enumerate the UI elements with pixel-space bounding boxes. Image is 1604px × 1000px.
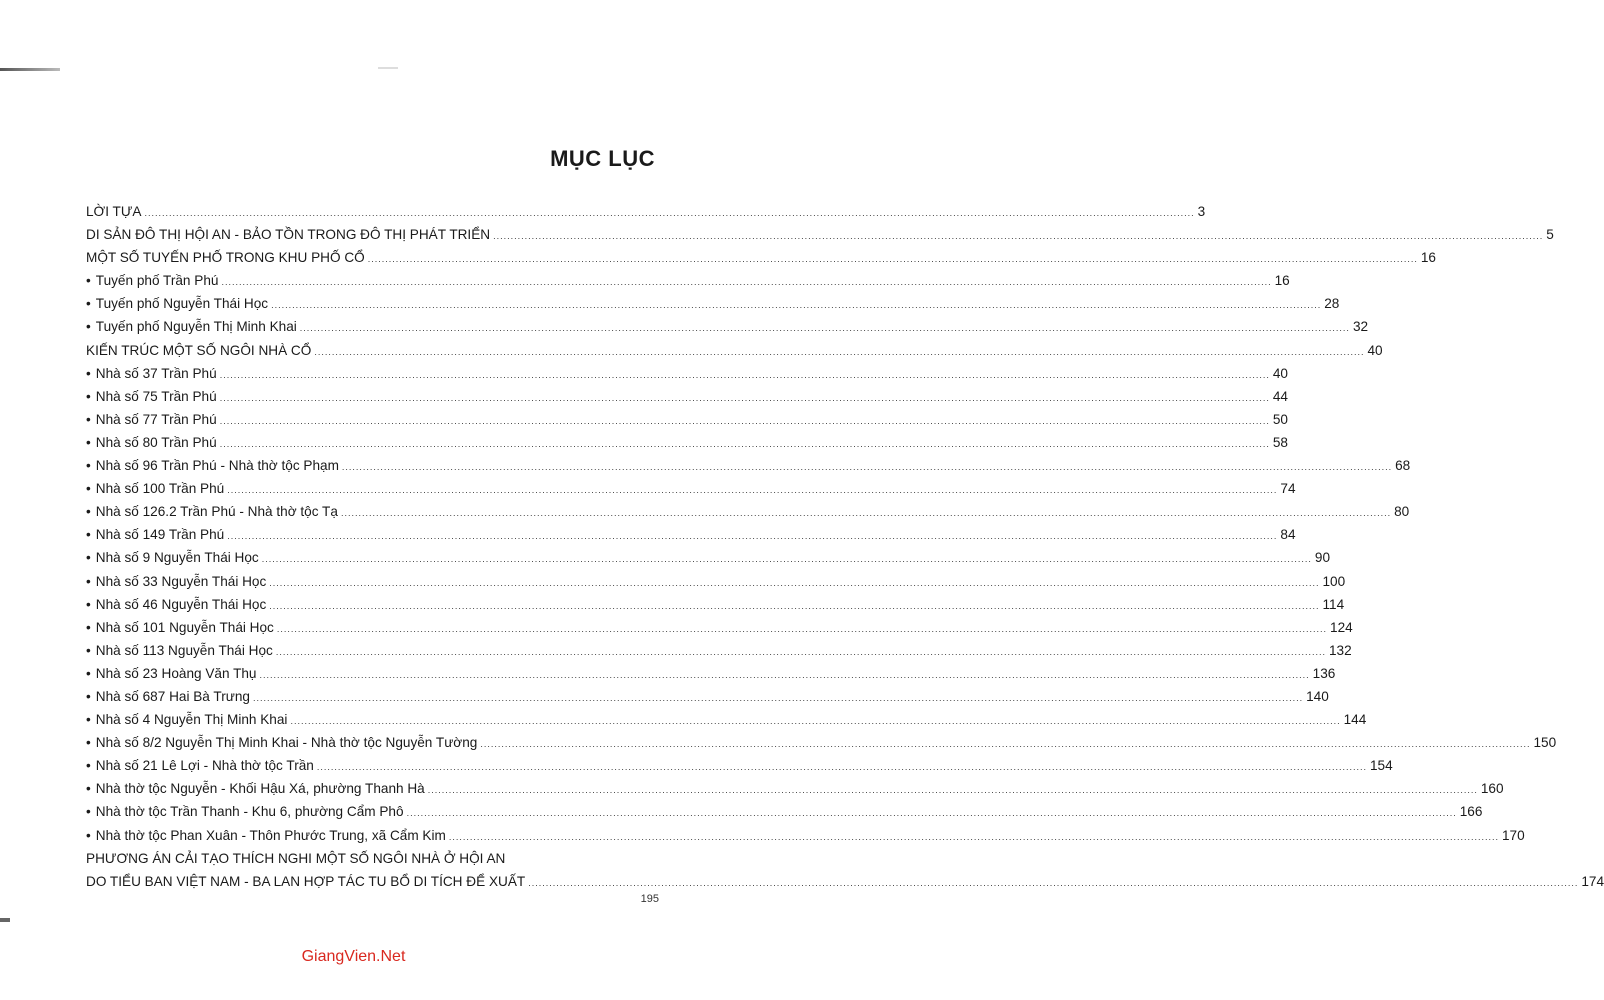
dot-leader: ............................................................................................................................................................................................................................................................................................................ <box>427 785 1478 796</box>
toc-entry-text: Nhà số 96 Trần Phú - Nhà thờ tộc Phạm <box>95 458 339 474</box>
toc-entry-label <box>86 546 259 569</box>
toc-entry-page: 3 <box>1197 204 1206 219</box>
bullet-icon: • <box>86 781 91 797</box>
toc-entry-label <box>86 754 314 777</box>
scan-edge-mark <box>0 68 60 71</box>
dot-leader: ............................................................................................................................................................................................................................................................................................................ <box>227 485 1278 496</box>
toc-entry-page: 74 <box>1280 481 1296 497</box>
toc-entry-page: 32 <box>1352 319 1369 335</box>
toc-entry-label <box>86 523 224 546</box>
dot-leader: ............................................................................................................................................................................................................................................................................................................ <box>261 554 1312 565</box>
toc-entry-page: 136 <box>1312 665 1336 681</box>
toc-entry-text: Tuyến phố Nguyễn Thị Minh Khai <box>95 319 297 335</box>
dot-leader: ............................................................................................................................................................................................................................................................................................................ <box>227 531 1278 542</box>
toc-entry-text: Nhà số 75 Trần Phú <box>95 388 217 404</box>
toc-entry-label <box>86 200 142 223</box>
dot-leader: ............................................................................................................................................................................................................................................................................................................ <box>275 646 1326 657</box>
scan-edge-mark <box>0 918 10 922</box>
toc-entry-page: 170 <box>1502 827 1525 843</box>
dot-leader: ............................................................................................................................................................................................................................................................................................................ <box>299 323 1350 334</box>
toc-entry-page: 140 <box>1306 688 1329 704</box>
bullet-icon: • <box>86 527 91 543</box>
toc-entry-label <box>86 824 446 847</box>
dot-leader: ............................................................................................................................................................................................................................................................................................................ <box>290 716 1341 727</box>
toc-entry-page: 154 <box>1370 758 1393 774</box>
toc-entry-page: 16 <box>1420 250 1436 266</box>
toc-entry-label <box>86 500 338 523</box>
bullet-icon: • <box>86 596 91 612</box>
toc-entry <box>86 800 1483 823</box>
dot-leader: ............................................................................................................................................................................................................................................................................................................ <box>219 369 1270 380</box>
toc-entry <box>86 246 1436 269</box>
toc-entry-text: Nhà số 687 Hai Bà Trưng <box>95 688 250 704</box>
toc-entry-text: Tuyến phố Trần Phú <box>95 273 219 289</box>
bullet-icon: • <box>86 296 91 312</box>
dot-leader: ............................................................................................................................................................................................................................................................................................................ <box>341 462 1393 473</box>
toc-entry <box>86 477 1296 500</box>
bullet-icon: • <box>86 804 91 820</box>
toc-entry-page: 166 <box>1459 804 1483 820</box>
dot-leader: ............................................................................................................................................................................................................................................................................................................ <box>340 508 1392 519</box>
bullet-icon: • <box>86 273 91 289</box>
toc-entry-label <box>86 731 477 754</box>
toc-entry-text: Nhà số 8/2 Nguyễn Thị Minh Khai - Nhà thờ tộc Nguyễn Tường <box>95 735 478 751</box>
toc-entry-page: 68 <box>1395 458 1411 474</box>
toc-entry-text: Nhà số 4 Nguyễn Thị Minh Khai <box>95 712 288 728</box>
toc-entry-text: Nhà số 80 Trần Phú <box>95 434 217 450</box>
toc-entry-page: 58 <box>1272 434 1288 450</box>
toc-entry-label <box>86 870 525 893</box>
bullet-icon: • <box>86 319 91 335</box>
toc-entry <box>86 570 1346 593</box>
toc-entry-label <box>86 339 311 362</box>
table-of-contents <box>86 200 1604 893</box>
bullet-icon: • <box>86 827 91 843</box>
toc-entry-label <box>86 454 339 477</box>
toc-entry <box>86 546 1331 569</box>
toc-entry <box>86 731 1557 754</box>
toc-entry-label <box>86 408 217 431</box>
toc-entry-label <box>86 269 218 292</box>
toc-entry-label <box>86 639 273 662</box>
toc-entry-label <box>86 477 224 500</box>
dot-leader: ............................................................................................................................................................................................................................................................................................................ <box>252 692 1304 703</box>
bullet-icon: • <box>86 688 91 704</box>
bullet-icon: • <box>86 365 91 381</box>
toc-entry <box>86 500 1410 523</box>
toc-entry <box>86 616 1353 639</box>
toc-entry <box>86 754 1393 777</box>
toc-entry <box>86 339 1383 362</box>
bullet-icon: • <box>86 388 91 404</box>
dot-leader: ............................................................................................................................................................................................................................................................................................................ <box>269 577 1320 588</box>
toc-entry-text: Nhà số 100 Trần Phú <box>95 481 225 497</box>
dot-leader: ............................................................................................................................................................................................................................................................................................................ <box>528 877 1579 888</box>
toc-entry-text: Nhà số 113 Nguyễn Thái Học <box>95 642 273 658</box>
toc-entry-page: 16 <box>1274 273 1290 289</box>
toc-entry-text: Nhà số 101 Nguyễn Thái Học <box>95 619 274 635</box>
toc-entry <box>86 408 1288 431</box>
dot-leader: ............................................................................................................................................................................................................................................................................................................ <box>219 438 1270 449</box>
dot-leader: ............................................................................................................................................................................................................................................................................................................ <box>448 831 1499 842</box>
toc-entry-label <box>86 851 505 866</box>
toc-entry-page: 144 <box>1343 712 1367 728</box>
bullet-icon: • <box>86 504 91 520</box>
toc-entry-text: MỘT SỐ TUYẾN PHỐ TRONG KHU PHỐ CỔ <box>86 250 365 266</box>
toc-entry-text: Nhà thờ tộc Nguyễn - Khối Hậu Xá, phường Thanh Hà <box>95 781 425 797</box>
toc-entry <box>86 200 1206 223</box>
bullet-icon: • <box>86 712 91 728</box>
toc-entry-page: 80 <box>1394 504 1410 520</box>
bullet-icon: • <box>86 573 91 589</box>
toc-entry-label <box>86 593 266 616</box>
toc-entry-label <box>86 570 266 593</box>
toc-entry-text: Nhà số 37 Trần Phú <box>95 365 217 381</box>
toc-entry-page: 84 <box>1280 527 1296 543</box>
toc-entry-page: 160 <box>1480 781 1504 797</box>
toc-entry-label <box>86 708 287 731</box>
bullet-icon: • <box>86 642 91 658</box>
toc-entry <box>86 523 1296 546</box>
toc-entry-text: Nhà thờ tộc Phan Xuân - Thôn Phước Trung, xã Cẩm Kim <box>95 827 446 843</box>
dot-leader: ............................................................................................................................................................................................................................................................................................................ <box>493 231 1544 242</box>
toc-entry-label <box>86 246 365 269</box>
toc-entry-text: Nhà số 33 Nguyễn Thái Học <box>95 573 267 589</box>
toc-entry-text: LỜI TỰA <box>86 204 142 219</box>
bullet-icon: • <box>86 550 91 566</box>
toc-entry-label <box>86 292 268 315</box>
bullet-icon: • <box>86 411 91 427</box>
toc-entry <box>86 362 1288 385</box>
toc-entry <box>86 454 1411 477</box>
toc-entry-page: 132 <box>1329 642 1352 658</box>
toc-entry-text: Nhà thờ tộc Trần Thanh - Khu 6, phường Cẩm Phô <box>95 804 404 820</box>
toc-entry-label <box>86 800 404 823</box>
toc-entry-text: Nhà số 21 Lê Lợi - Nhà thờ tộc Trần <box>95 758 314 774</box>
toc-entry-label <box>86 362 217 385</box>
toc-entry-page: 40 <box>1367 342 1383 358</box>
toc-entry-text: Nhà số 149 Trần Phú <box>95 527 225 543</box>
toc-entry <box>86 708 1367 731</box>
toc-entry-text: Tuyến phố Nguyễn Thái Học <box>95 296 269 312</box>
toc-entry-text: PHƯƠNG ÁN CẢI TẠO THÍCH NGHI MỘT SỐ NGÔI NHÀ Ở HỘI AN <box>86 850 506 866</box>
toc-entry-page: 90 <box>1314 550 1331 566</box>
toc-entry-page: 5 <box>1546 227 1554 243</box>
bullet-icon: • <box>86 458 91 474</box>
toc-entry <box>86 777 1504 800</box>
bullet-icon: • <box>86 481 91 497</box>
toc-entry <box>86 269 1290 292</box>
toc-entry-text: DO TIỂU BAN VIỆT NAM - BA LAN HỢP TÁC TU BỔ DI TÍCH ĐỂ XUẤT <box>86 873 526 889</box>
toc-entry-label <box>86 385 217 408</box>
toc-entry <box>86 292 1340 315</box>
toc-entry-label <box>86 223 490 246</box>
page-number: 195 <box>640 893 659 905</box>
dot-leader: ............................................................................................................................................................................................................................................................................................................ <box>314 346 1365 357</box>
toc-entry <box>86 847 658 870</box>
toc-entry-label <box>86 315 297 338</box>
toc-entry-label <box>86 685 250 708</box>
dot-leader: ............................................................................................................................................................................................................................................................................................................ <box>269 600 1320 611</box>
dot-leader: ............................................................................................................................................................................................................................................................................................................ <box>316 762 1367 773</box>
toc-entry <box>86 315 1369 338</box>
toc-entry-text: Nhà số 77 Trần Phú <box>95 411 217 427</box>
toc-entry-label <box>86 777 425 800</box>
dot-leader: ............................................................................................................................................................................................................................................................................................................ <box>221 277 1272 288</box>
dot-leader: ............................................................................................................................................................................................................................................................................................................ <box>480 739 1531 750</box>
bullet-icon: • <box>86 619 91 635</box>
toc-entry <box>86 685 1329 708</box>
dot-leader: ............................................................................................................................................................................................................................................................................................................ <box>259 669 1310 680</box>
toc-entry-label <box>86 662 257 685</box>
toc-entry-text: Nhà số 23 Hoàng Văn Thụ <box>95 665 257 681</box>
toc-entry <box>86 223 1554 246</box>
scan-edge-mark <box>378 67 398 69</box>
toc-entry-page: 28 <box>1324 296 1340 312</box>
toc-entry-page: 40 <box>1272 365 1288 381</box>
dot-leader: ............................................................................................................................................................................................................................................................................................................ <box>367 254 1418 265</box>
toc-entry-label <box>86 616 274 639</box>
toc-entry-text: Nhà số 46 Nguyễn Thái Học <box>95 596 267 612</box>
toc-entry-page: 114 <box>1322 596 1345 612</box>
toc-entry <box>86 593 1345 616</box>
dot-leader: ............................................................................................................................................................................................................................................................................................................ <box>406 808 1457 819</box>
toc-entry-text: KIẾN TRÚC MỘT SỐ NGÔI NHÀ CỔ <box>86 342 312 358</box>
dot-leader: ............................................................................................................................................................................................................................................................................................................ <box>144 208 1195 218</box>
toc-entry <box>86 431 1288 454</box>
bullet-icon: • <box>86 735 91 751</box>
toc-entry-page: 150 <box>1533 735 1557 751</box>
watermark: GiangVien.Net <box>301 948 406 965</box>
dot-leader: ............................................................................................................................................................................................................................................................................................................ <box>271 300 1322 311</box>
toc-entry-page: 100 <box>1322 573 1346 589</box>
toc-entry-page: 50 <box>1272 411 1288 427</box>
toc-entry-page: 44 <box>1272 388 1288 404</box>
toc-entry <box>86 385 1288 408</box>
toc-entry <box>86 639 1352 662</box>
toc-entry-text: DI SẢN ĐÔ THỊ HỘI AN - BẢO TỒN TRONG ĐÔ THỊ PHÁT TRIỂN <box>86 227 491 243</box>
toc-entry <box>86 824 1525 847</box>
toc-entry-label <box>86 431 217 454</box>
toc-entry-text: Nhà số 126.2 Trần Phú - Nhà thờ tộc Tạ <box>95 504 338 520</box>
bullet-icon: • <box>86 758 91 774</box>
page-title: MỤC LỤC <box>550 146 655 171</box>
dot-leader: ............................................................................................................................................................................................................................................................................................................ <box>219 392 1270 403</box>
bullet-icon: • <box>86 434 91 450</box>
toc-entry <box>86 870 1604 893</box>
dot-leader: ............................................................................................................................................................................................................................................................................................................ <box>276 623 1328 634</box>
toc-entry <box>86 662 1336 685</box>
dot-leader: ............................................................................................................................................................................................................................................................................................................ <box>219 415 1270 426</box>
toc-entry-page: 124 <box>1330 619 1353 635</box>
toc-entry-page: 174 <box>1581 873 1604 889</box>
bullet-icon: • <box>86 665 91 681</box>
toc-entry-text: Nhà số 9 Nguyễn Thái Học <box>95 550 259 566</box>
